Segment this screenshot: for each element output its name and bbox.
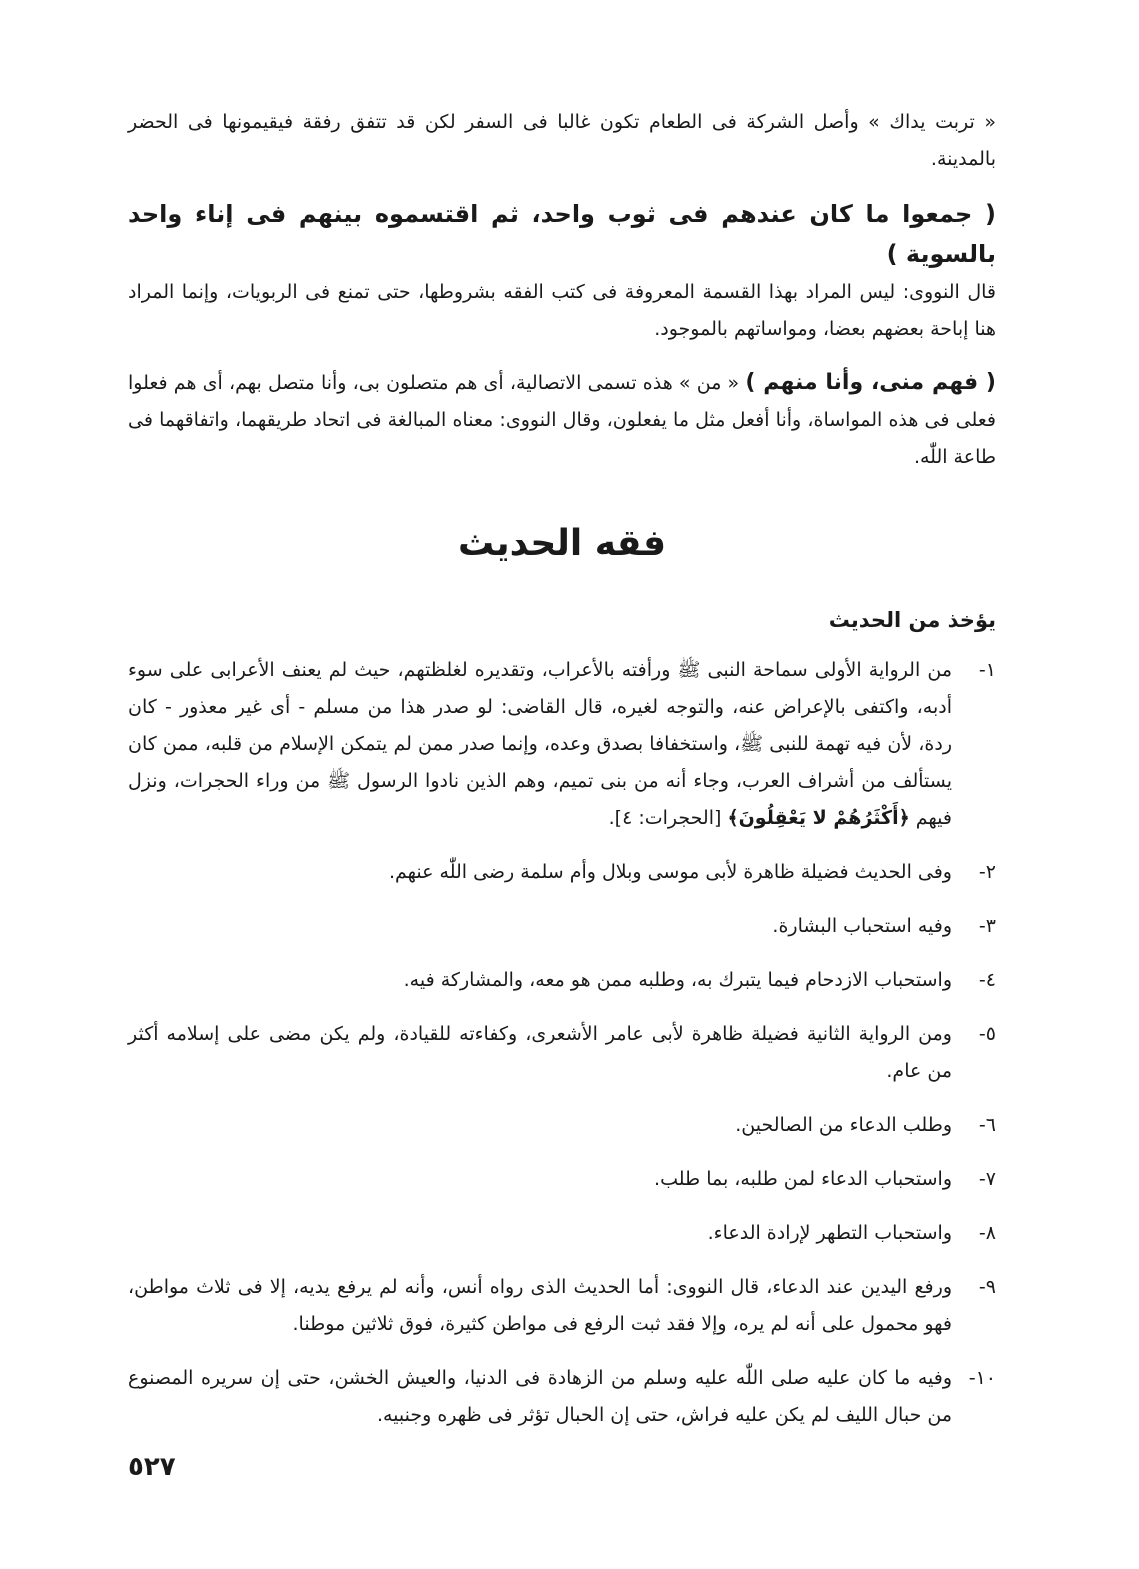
item-text: ورفع اليدين عند الدعاء، قال النووى: أما الحديث الذى رواه أنس، وأنه لم يرفع يديه، إلا فى ثلاث مواطن، فهو محمول على أنه لم يره، وإلا فقد ثبت الرفع فى مواطن كثيرة، فوق ثلاثين موطنا.	[128, 1276, 952, 1335]
item-number: ٨-	[978, 1222, 996, 1244]
item-text: واستحباب الدعاء لمن طلبه، بما طلب.	[654, 1168, 952, 1190]
item-text: وفيه استحباب البشارة.	[772, 915, 952, 937]
from-me-paragraph	[128, 364, 996, 476]
gathered-paragraph: قال النووى: ليس المراد بهذا القسمة المعروفة فى كتب الفقه بشروطها، حتى تمنع فى الربويات، وإنما المراد هنا إباحة بعضهم بعضا، ومواساتهم بالموجود.	[128, 281, 996, 340]
item-number: ١-	[978, 659, 996, 681]
item-text: واستحباب الازدحام فيما يتبرك به، وطلبه ممن هو معه، والمشاركة فيه.	[403, 969, 952, 991]
item-text	[128, 652, 952, 837]
list-item	[128, 1016, 996, 1090]
gathered-heading: ( جمعوا ما كان عندهم فى ثوب واحد، ثم اقتسموه بينهم فى إناء واحد بالسوية )	[128, 200, 996, 268]
item-number: ٦-	[978, 1114, 996, 1136]
item-number: ٤-	[978, 969, 996, 991]
list-item	[128, 908, 996, 945]
item-number: ٣-	[978, 915, 996, 937]
section-title: فقه الحديث	[457, 523, 667, 564]
list-item	[128, 1161, 996, 1198]
lessons-list	[128, 652, 996, 1434]
from-me-heading: ( فهم منى، وأنا منهم )	[745, 370, 996, 395]
item-number: ٩-	[978, 1276, 996, 1298]
list-item	[128, 1107, 996, 1144]
list-item	[128, 1269, 996, 1343]
list-item	[128, 962, 996, 999]
item-number: ٧-	[978, 1168, 996, 1190]
intro-paragraph: « تربت يداك » وأصل الشركة فى الطعام تكون غالبا فى السفر لكن قد تتفق رفقة فيقيمونها فى الحضر بالمدينة.	[128, 111, 996, 170]
section-subtitle: يؤخذ من الحديث	[828, 608, 996, 632]
item-number: ٥-	[978, 1023, 996, 1045]
item-number: ٢-	[978, 861, 996, 883]
item-text: وفى الحديث فضيلة ظاهرة لأبى موسى وبلال وأم سلمة رضى اللّٰه عنهم.	[388, 861, 952, 883]
item-text: وطلب الدعاء من الصالحين.	[735, 1114, 952, 1136]
item-text: واستحباب التطهر لإرادة الدعاء.	[707, 1222, 952, 1244]
item-number: ١٠-	[968, 1367, 996, 1389]
list-item	[128, 854, 996, 891]
item-1-text: من الرواية الأولى سماحة النبى ﷺ ورأفته بالأعراب، وتقديره لغلظتهم، حيث لم يعنف الأعرابى على سوء أدبه، واكتفى بالإعراض عنه، والتوجه لغيره، قال القاضى: لو صدر هذا من مسلم - أى غير معذور - كان ردة، لأن فيه تهمة للنبى ﷺ، واستخفافا بصدق وعده، وإنما صدر ممن لم يتمكن الإسلام من قلبه، ممن كان يستألف من أشراف العرب، وجاء أنه من بنى تميم، وهم الذين نادوا الرسول ﷺ من وراء الحجرات، ونزل فيهم	[128, 659, 952, 829]
quran-verse: ﴿أَكْثَرُهُمْ لا يَعْقِلُونَ﴾	[727, 807, 910, 829]
page-number: ٥٢٧	[128, 1452, 176, 1482]
item-text: وفيه ما كان عليه صلى اللّٰه عليه وسلم من الزهادة فى الدنيا، والعيش الخشن، حتى إن سريره المصنوع من حبال الليف لم يكن عليه فراش، حتى إن الحبال تؤثر فى ظهره وجنبيه.	[128, 1367, 952, 1426]
verse-reference: [الحجرات: ٤].	[608, 807, 722, 829]
list-item	[128, 652, 996, 837]
list-item	[128, 1360, 996, 1434]
list-item	[128, 1215, 996, 1252]
from-me-text: « من » هذه تسمى الاتصالية، أى هم متصلون بى، وأنا متصل بهم، أى هم فعلوا فعلى فى هذه المواساة، وأنا أفعل مثل ما يفعلون، وقال النووى: معناه المبالغة فى اتحاد طريقهما، واتفاقهما فى طاعة اللّٰه.	[128, 372, 996, 468]
page-body	[128, 104, 996, 1451]
item-text: ومن الرواية الثانية فضيلة ظاهرة لأبى عامر الأشعرى، وكفاءته للقيادة، ولم يكن مضى على إسلامه أكثر من عام.	[128, 1023, 952, 1082]
